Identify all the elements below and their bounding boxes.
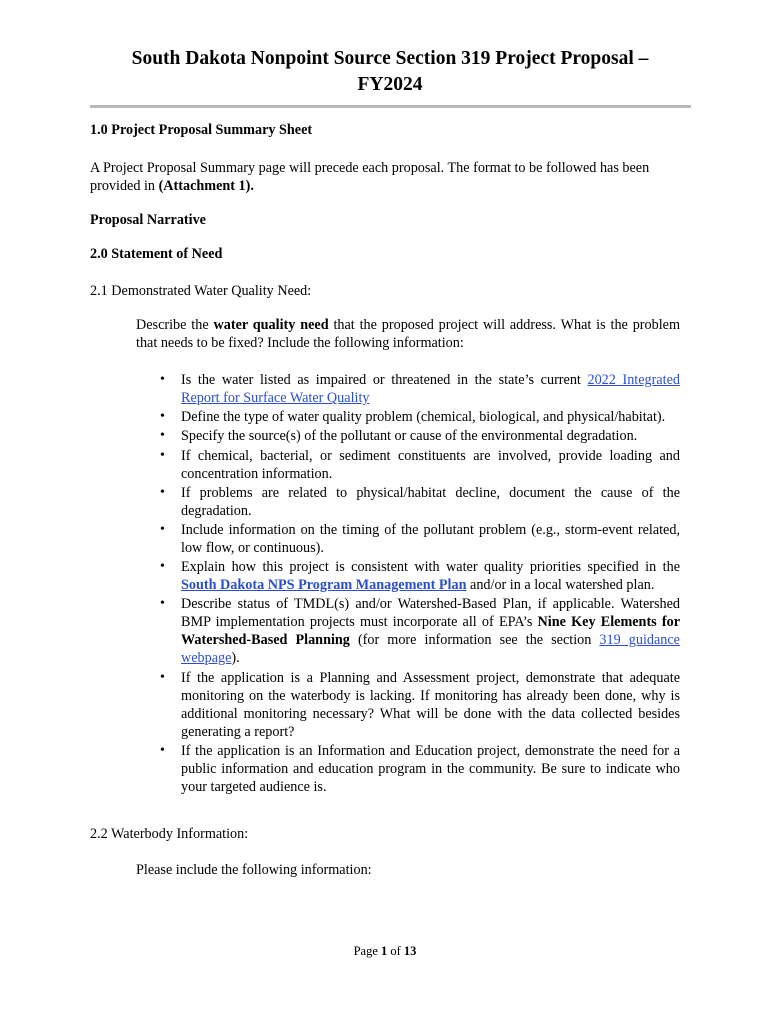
need-intro-text: Describe the	[136, 317, 214, 333]
need-bullet-list	[136, 371, 680, 797]
document-title	[90, 46, 690, 98]
section-2-2-heading: 2.2 Waterbody Information:	[90, 826, 249, 842]
summary-paragraph	[90, 159, 670, 195]
list-item	[136, 669, 680, 741]
list-item	[136, 484, 680, 520]
list-item	[136, 427, 680, 445]
list-item-text-2: (for more information see the section	[349, 632, 600, 649]
page-number: 1	[381, 944, 388, 958]
list-item-text: Define the type of water quality problem (chemical, biological, and physical/habitat).	[181, 409, 666, 426]
waterbody-intro: Please include the following information:	[136, 862, 372, 878]
bullet-icon: •	[160, 669, 165, 685]
page-total: 13	[403, 944, 417, 958]
summary-attachment: (Attachment 1).	[158, 178, 254, 194]
bullet-icon: •	[160, 596, 165, 612]
list-item-text: If the application is an Information and Education project, demonstrate the need for a public information and education program in the community. Be sure to indicate who your targeted audience is.	[181, 742, 680, 795]
list-item	[136, 558, 680, 594]
bullet-icon: •	[160, 521, 165, 537]
section-1-heading: 1.0 Project Proposal Summary Sheet	[90, 122, 313, 138]
footer-text-2: of	[387, 944, 404, 958]
section-2-1-heading: 2.1 Demonstrated Water Quality Need:	[90, 283, 312, 299]
guidance-webpage-link[interactable]: 319 guidance webpage	[181, 632, 680, 667]
bullet-icon: •	[160, 409, 165, 425]
title-line-2: FY2024	[357, 74, 423, 95]
list-item-text-3: ).	[231, 650, 240, 667]
bullet-icon: •	[160, 484, 165, 500]
list-item	[136, 408, 680, 426]
need-intro-text-2: that the proposed project will address. What is the problem that needs to be fixed? Include the following information:	[136, 317, 680, 351]
footer-text: Page	[353, 944, 381, 958]
list-item-text: Explain how this project is consistent with water quality priorities specified in the	[181, 559, 680, 576]
nine-key-elements-bold: Nine Key Elements for Watershed-Based Planning	[181, 614, 681, 649]
list-item-text: Specify the source(s) of the pollutant or cause of the environmental degradation.	[181, 428, 638, 445]
list-item	[136, 447, 680, 483]
integrated-report-link[interactable]: 2022 Integrated Report for Surface Water Quality	[181, 372, 680, 406]
section-2-heading: 2.0 Statement of Need	[90, 246, 223, 262]
list-item-text: Include information on the timing of the pollutant problem (e.g., storm-event related, low flow, or continuous).	[181, 521, 680, 556]
list-item	[136, 742, 680, 796]
title-divider	[90, 105, 691, 108]
proposal-narrative-heading: Proposal Narrative	[90, 212, 206, 228]
list-item	[136, 595, 680, 667]
list-item	[136, 521, 680, 557]
need-intro-paragraph	[136, 316, 680, 352]
bullet-icon: •	[160, 559, 165, 575]
bullet-icon: •	[160, 742, 165, 758]
list-item-text: If problems are related to physical/habitat decline, document the cause of the degradation.	[181, 484, 680, 519]
list-item-text: If the application is a Planning and Assessment project, demonstrate that adequate monitoring on the waterbody is lacking. If monitoring has already been done, why is additional monitoring necessary? What will be done with the data collected besides generating a report?	[181, 669, 680, 740]
title-line-1: South Dakota Nonpoint Source Section 319 Project Proposal –	[131, 48, 649, 69]
list-item-text-2: and/or in a local watershed plan.	[466, 577, 655, 594]
list-item-text: If chemical, bacterial, or sediment constituents are involved, provide loading and concentration information.	[181, 447, 680, 482]
list-item-text: Describe status of TMDL(s) and/or Watershed-Based Plan, if applicable. Watershed BMP implementation projects must incorporate all of EPA’s	[181, 596, 680, 631]
bullet-icon: •	[160, 447, 165, 463]
list-item	[136, 371, 680, 407]
need-intro-bold: water quality need	[213, 317, 329, 333]
page-footer	[0, 944, 770, 959]
nps-management-plan-link[interactable]: South Dakota NPS Program Management Plan	[181, 577, 467, 594]
list-item-text: Is the water listed as impaired or threatened in the state’s current	[181, 372, 588, 388]
bullet-icon: •	[160, 372, 165, 387]
summary-text: A Project Proposal Summary page will precede each proposal. The format to be followed has been provided in	[90, 160, 650, 194]
bullet-icon: •	[160, 428, 165, 444]
